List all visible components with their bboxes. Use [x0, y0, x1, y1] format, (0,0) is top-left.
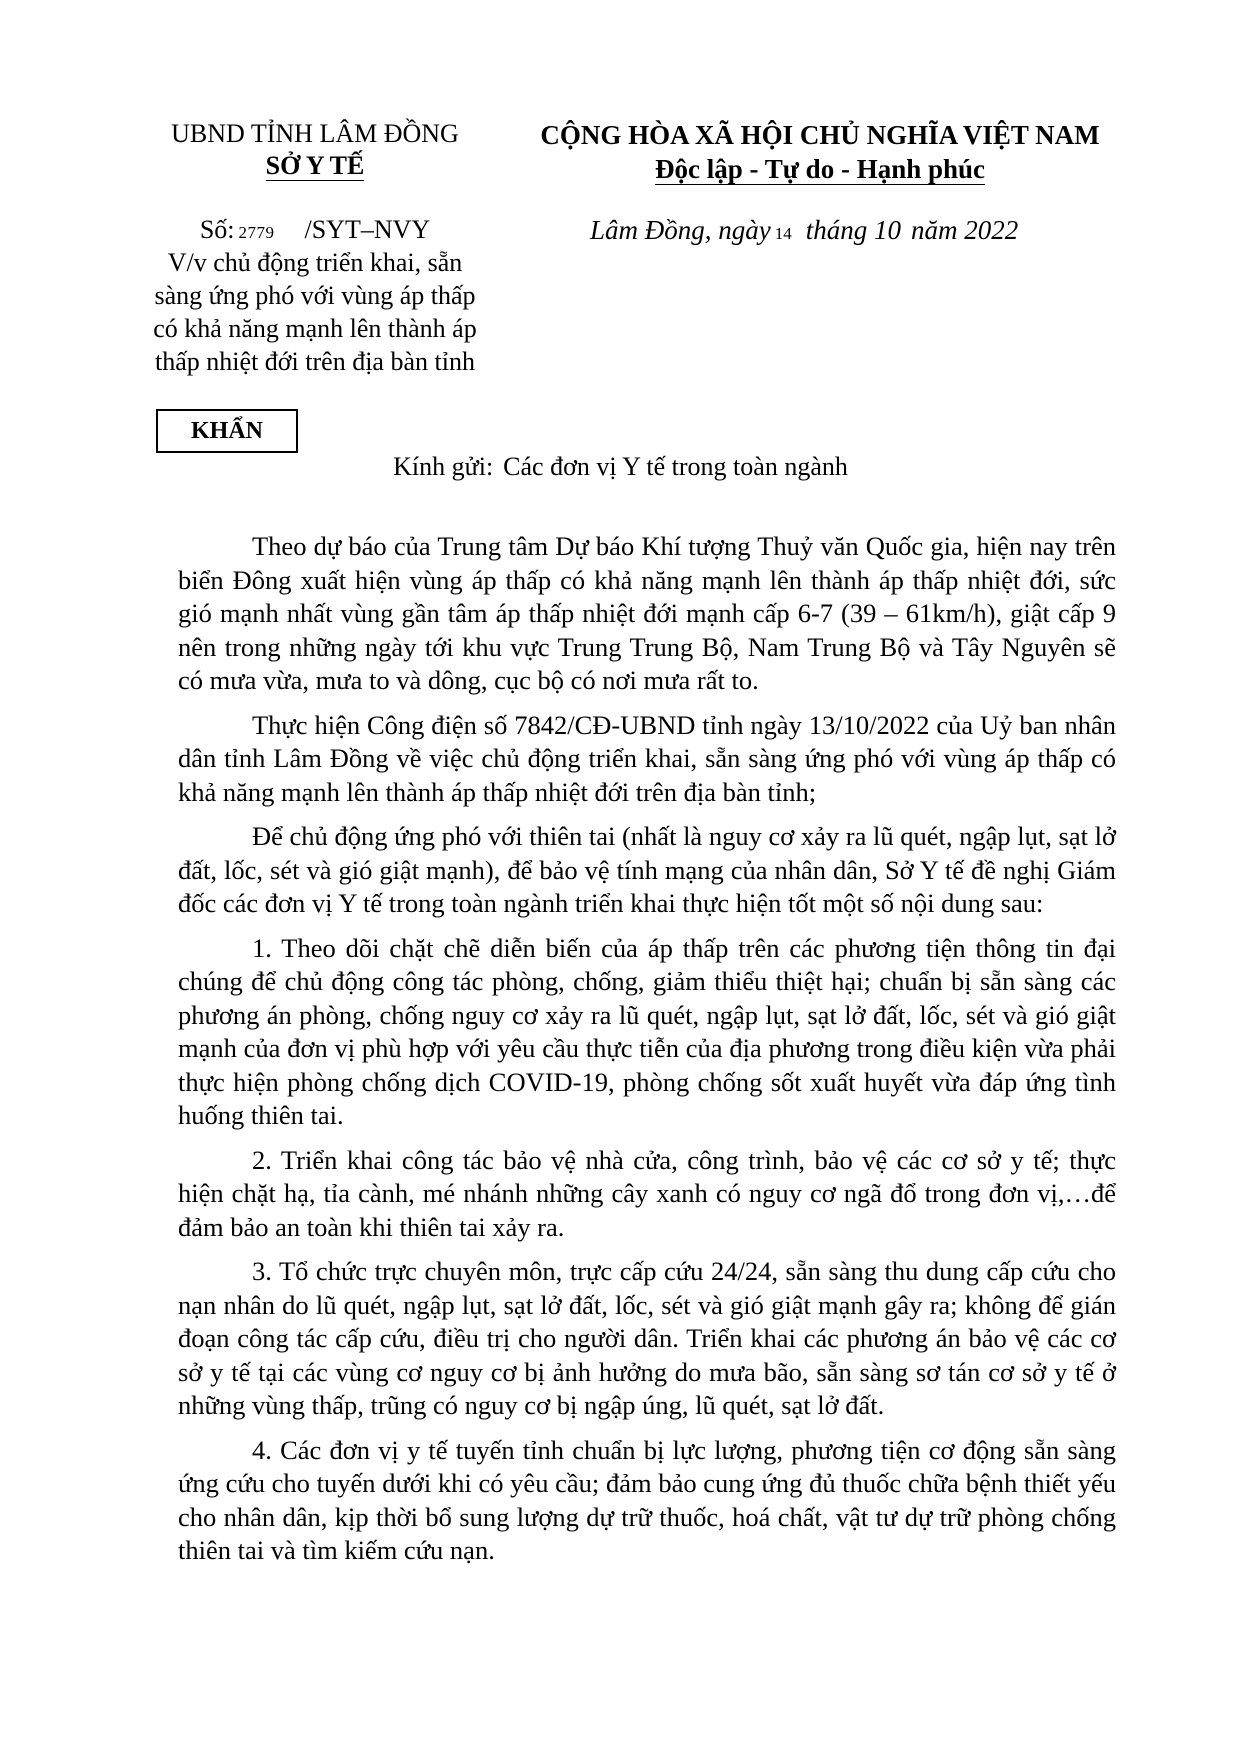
document-subject: V/v chủ động triển khai, sẵn sàng ứng phó với vùng áp thấp có khả năng mạnh lên thành áp thấp nhiệt đới trên địa bàn tỉnh: [153, 248, 477, 376]
recipient-label: Kính gửi:: [393, 452, 494, 481]
issuing-agency-block: [145, 118, 485, 182]
date-month: tháng 10: [805, 215, 902, 245]
body-paragraph: 2. Triển khai công tác bảo vệ nhà cửa, công trình, bảo vệ các cơ sở y tế; thực hiện chặt hạ, tỉa cành, mé nhánh những cây xanh có nguy cơ ngã đổ trong đơn vị,…để đảm bảo an toàn khi thiên tai xảy ra.: [178, 1144, 1116, 1242]
body-paragraph: 3. Tổ chức trực chuyên môn, trực cấp cứu 24/24, sẵn sàng thu dung cấp cứu cho nạn nhân do lũ quét, ngập lụt, sạt lở đất, lốc, sét và gió giật mạnh gây ra; không để gián đoạn công tác cấp cứu, điều trị cho người dân. Triển khai các phương án bảo vệ các cơ sở y tế tại các vùng cơ nguy cơ bị ảnh hưởng do mưa bão, sẵn sàng sơ tán cơ sở y tế ở những vùng thấp, trũng có nguy cơ bị ngập úng, lũ quét, sạt lở đất.: [178, 1256, 1116, 1420]
parent-organization: UBND TỈNH LÂM ĐỒNG: [171, 119, 459, 148]
number-label: Số:: [199, 215, 235, 244]
recipient-value: Các đơn vị Y tế trong toàn ngành: [503, 452, 848, 481]
body-paragraph: Để chủ động ứng phó với thiên tai (nhất là nguy cơ xảy ra lũ quét, ngập lụt, sạt lở đất, lốc, sét và gió giật mạnh), để bảo vệ tính mạng của nhân dân, Sở Y tế đề nghị Giám đốc các đơn vị Y tế trong toàn ngành triển khai thực hiện tốt một số nội dung sau:: [178, 821, 1116, 918]
recipient-line: [0, 449, 1241, 485]
number-value: 2779: [238, 223, 275, 242]
organization-name: SỞ Y TẾ: [265, 151, 365, 180]
urgency-stamp: KHẨN: [156, 409, 298, 453]
document-body: [178, 530, 1116, 1579]
national-motto: Độc lập - Tự do - Hạnh phúc: [654, 154, 986, 184]
body-paragraph: 1. Theo dõi chặt chẽ diễn biến của áp thấp trên các phương tiện thông tin đại chúng để chủ động công tác phòng, chống, giảm thiểu thiệt hại; chuẩn bị sẵn sàng các phương án phòng, chống nguy cơ xảy ra lũ quét, ngập lụt, sạt lở đất, lốc, sét và gió giật mạnh của đơn vị phù hợp với yêu cầu thực tiễn của địa phương trong điều kiện vừa phải thực hiện phòng chống dịch COVID-19, phòng chống sốt xuất huyết vừa đáp ứng tình huống thiên tai.: [178, 932, 1116, 1130]
body-paragraph: Theo dự báo của Trung tâm Dự báo Khí tượng Thuỷ văn Quốc gia, hiện nay trên biển Đông xuất hiện vùng áp thấp có khả năng mạnh lên thành áp thấp nhiệt đới, sức gió mạnh nhất vùng gần tâm áp thấp nhiệt đới mạnh cấp 6-7 (39 – 61km/h), giật cấp 9 nên trong những ngày tới khu vực Trung Trung Bộ, Nam Trung Bộ và Tây Nguyên sẽ có mưa vừa, mưa to và dông, cục bộ có nơi mưa rất to.: [178, 531, 1116, 695]
document-number: [145, 214, 485, 249]
number-suffix: /SYT–NVY: [304, 215, 431, 244]
date-prefix: Lâm Đồng, ngày: [590, 215, 771, 245]
date-year: năm 2022: [911, 215, 1019, 245]
national-title-block: [520, 118, 1120, 186]
country-name: CỘNG HÒA XÃ HỘI CHỦ NGHĨA VIỆT NAM: [540, 120, 1100, 150]
body-paragraph: Thực hiện Công điện số 7842/CĐ-UBND tỉnh ngày 13/10/2022 của Uỷ ban nhân dân tỉnh Lâm Đồng về việc chủ động triển khai, sẵn sàng ứng phó với vùng áp thấp có khả năng mạnh lên thành áp thấp nhiệt đới trên địa bàn tỉnh;: [178, 709, 1116, 807]
date-day: 14: [774, 224, 792, 243]
body-paragraph: 4. Các đơn vị y tế tuyến tỉnh chuẩn bị lực lượng, phương tiện cơ động sẵn sàng ứng cứu cho tuyến dưới khi có yêu cầu; đảm bảo cung ứng đủ thuốc chữa bệnh thiết yếu cho nhân dân, kịp thời bổ sung lượng dự trữ thuốc, hoá chất, vật tư dự trữ phòng chống thiên tai và tìm kiếm cứu nạn.: [178, 1434, 1116, 1565]
place-and-date: [590, 214, 1150, 250]
